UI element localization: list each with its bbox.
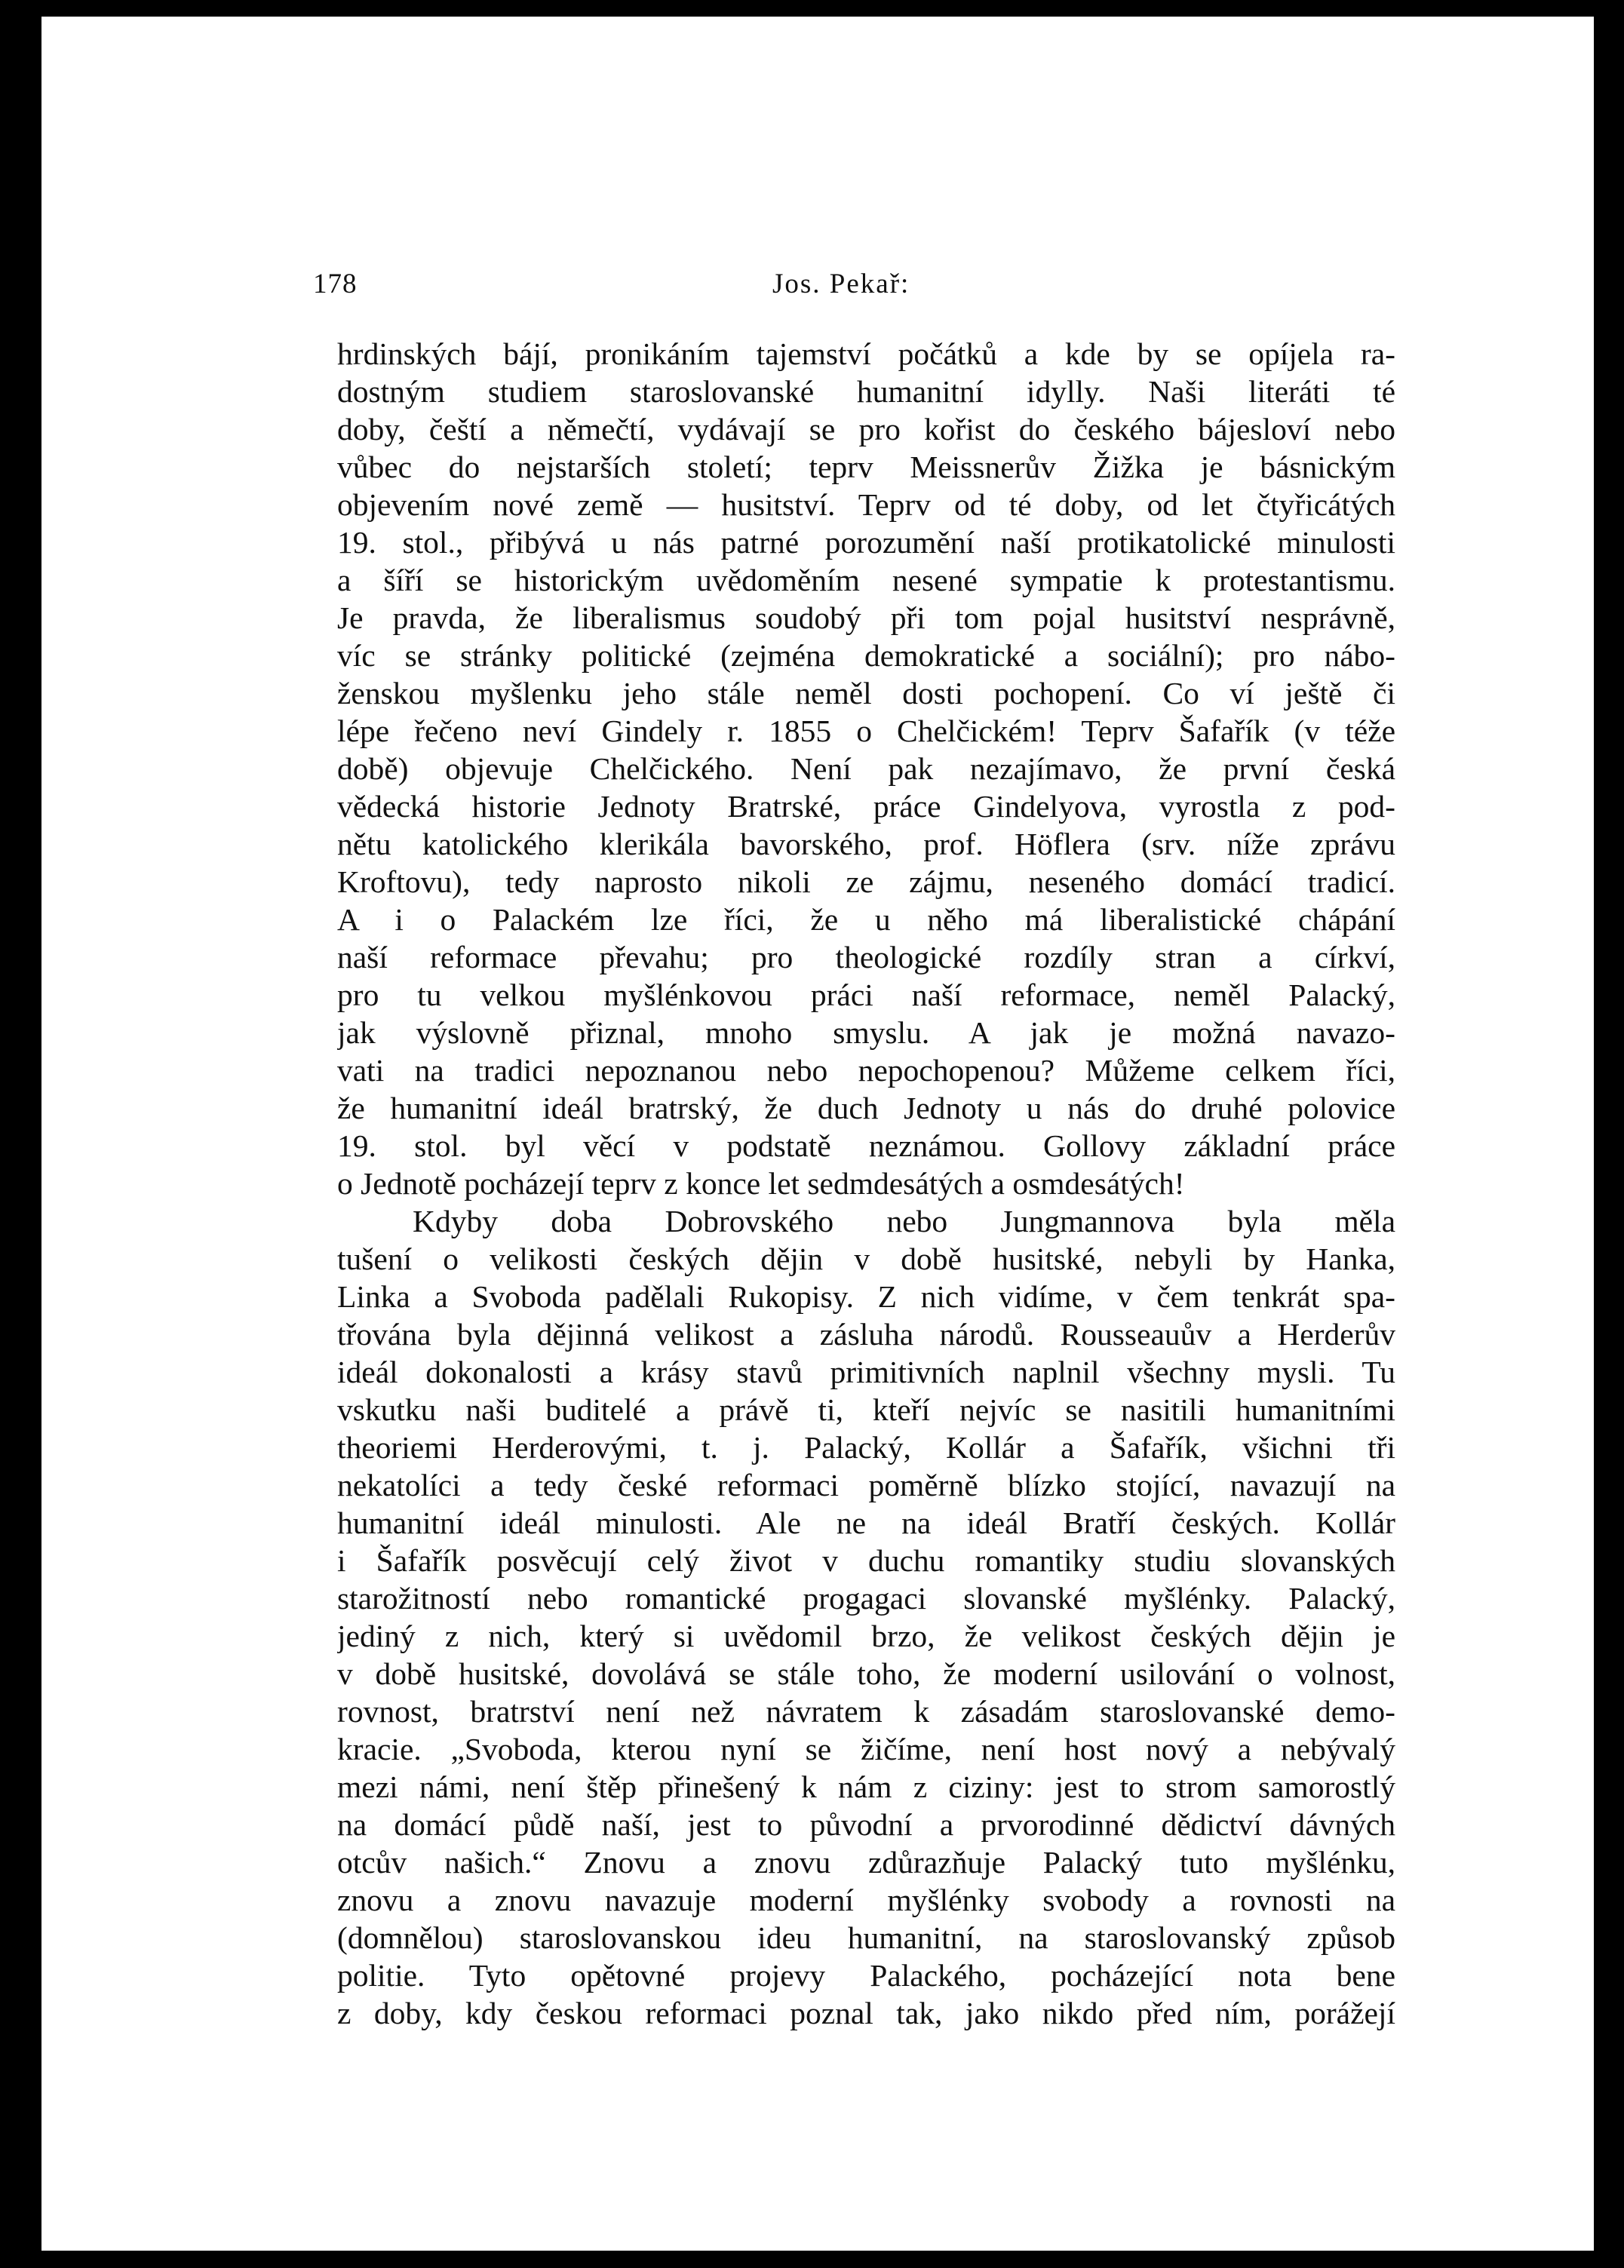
text-line: na domácí půdě naší, jest to původní a prvorodinné dědictví dávných — [337, 1807, 1395, 1842]
text-line: Kroftovu), tedy naprosto nikoli ze zájmu, neseného domácí tradicí. — [337, 864, 1395, 899]
body-text — [337, 335, 1395, 2032]
text-line: v době husitské, dovolává se stále toho, že moderní usilování o volnost, — [337, 1656, 1395, 1691]
text-line: politie. Tyto opětovné projevy Palackého, pocházející nota bene — [337, 1958, 1395, 1993]
text-line: nekatolíci a tedy české reformaci poměrně blízko stojící, navazují na — [337, 1468, 1395, 1502]
text-line: kracie. „Svoboda, kterou nyní se žičíme, není host nový a nebývalý — [337, 1732, 1395, 1766]
text-line: jak výslovně přiznal, mnoho smyslu. A jak je možná navazo- — [337, 1015, 1395, 1050]
text-line: objevením nové země — husitství. Teprv od té doby, od let čtyřicátých — [337, 487, 1395, 522]
text-line: jediný z nich, který si uvědomil brzo, že velikost českých dějin je — [337, 1619, 1395, 1653]
text-line: o Jednotě pocházejí teprv z konce let sedmdesátých a osmdesátých! — [337, 1166, 1185, 1201]
text-line: Linka a Svoboda padělali Rukopisy. Z nich vidíme, v čem tenkrát spa- — [337, 1279, 1395, 1314]
text-line: z doby, kdy českou reformaci poznal tak, jako nikdo před ním, porážejí — [337, 1996, 1395, 2030]
text-line: i Šafařík posvěcují celý život v duchu romantiky studiu slovanských — [337, 1543, 1395, 1578]
text-line: lépe řečeno neví Gindely r. 1855 o Chelčickém! Teprv Šafařík (v téže — [337, 714, 1395, 748]
text-line: hrdinských bájí, pronikáním tajemství počátků a kde by se opíjela ra- — [337, 336, 1395, 371]
text-line: ženskou myšlenku jeho stále neměl dosti pochopení. Co ví ještě či — [337, 676, 1395, 710]
text-line: (domnělou) staroslovanskou ideu humanitní, na staroslovanský způsob — [337, 1920, 1395, 1955]
text-line: theoriemi Herderovými, t. j. Palacký, Kollár a Šafařík, všichni tři — [337, 1430, 1395, 1465]
page-number: 178 — [313, 269, 358, 299]
text-line: 19. stol., přibývá u nás patrné porozumění naší protikatolické minulosti — [337, 525, 1395, 560]
running-head: Jos. Pekař: — [772, 269, 910, 299]
text-line: naší reformace převahu; pro theologické rozdíly stran a církví, — [337, 940, 1395, 974]
text-line: vůbec do nejstarších století; teprv Meissnerův Žižka je básnickým — [337, 450, 1395, 484]
text-line: 19. stol. byl věcí v podstatě neznámou. Gollovy základní práce — [337, 1128, 1395, 1163]
text-line: otcův našich.“ Znovu a znovu zdůrazňuje Palacký tuto myšlénku, — [337, 1845, 1395, 1880]
text-line: znovu a znovu navazuje moderní myšlénky svobody a rovnosti na — [337, 1883, 1395, 1917]
text-line: humanitní ideál minulosti. Ale ne na ideál Bratří českých. Kollár — [337, 1505, 1395, 1540]
text-line: starožitností nebo romantické progagaci slovanské myšlénky. Palacký, — [337, 1581, 1395, 1616]
paragraph-start-line: Kdyby doba Dobrovského nebo Jungmannova byla měla — [413, 1204, 1395, 1238]
text-line: víc se stránky politické (zejména demokratické a sociální); pro nábo- — [337, 638, 1395, 673]
text-line: dostným studiem staroslovanské humanitní idylly. Naši literáti té — [337, 374, 1395, 409]
text-line: doby, čeští a němečtí, vydávají se pro kořist do českého bájesloví nebo — [337, 412, 1395, 447]
text-line: a šíří se historickým uvědoměním nesené sympatie k protestantismu. — [337, 563, 1395, 597]
text-line: vědecká historie Jednoty Bratrské, práce Gindelyova, vyrostla z pod- — [337, 789, 1395, 824]
text-line: nětu katolického klerikála bavorského, prof. Höflera (srv. níže zprávu — [337, 827, 1395, 861]
text-line: vati na tradici nepoznanou nebo nepochopenou? Můžeme celkem říci, — [337, 1053, 1395, 1088]
text-line: Je pravda, že liberalismus soudobý při tom pojal husitství nesprávně, — [337, 600, 1395, 635]
text-line: že humanitní ideál bratrský, že duch Jednoty u nás do druhé polovice — [337, 1091, 1395, 1125]
text-line: A i o Palackém lze říci, že u něho má liberalistické chápání — [337, 902, 1395, 937]
text-line: vskutku naši buditelé a právě ti, kteří nejvíc se nasitili humanitními — [337, 1392, 1395, 1427]
text-line: rovnost, bratrství není než návratem k zásadám staroslovanské demo- — [337, 1694, 1395, 1729]
text-line: ideál dokonalosti a krásy stavů primitivních naplnil všechny mysli. Tu — [337, 1355, 1395, 1389]
text-line: tušení o velikosti českých dějin v době husitské, nebyli by Hanka, — [337, 1241, 1395, 1276]
page-header — [313, 268, 1407, 313]
text-line: třována byla dějinná velikost a zásluha národů. Rousseauův a Herderův — [337, 1317, 1395, 1352]
scan-edge — [1594, 0, 1624, 2268]
text-line: mezi námi, není štěp přinešený k nám z ciziny: jest to strom samorostlý — [337, 1769, 1395, 1804]
text-line: době) objevuje Chelčického. Není pak nezajímavo, že první česká — [337, 751, 1395, 786]
text-line: pro tu velkou myšlénkovou práci naší reformace, neměl Palacký, — [337, 977, 1395, 1012]
